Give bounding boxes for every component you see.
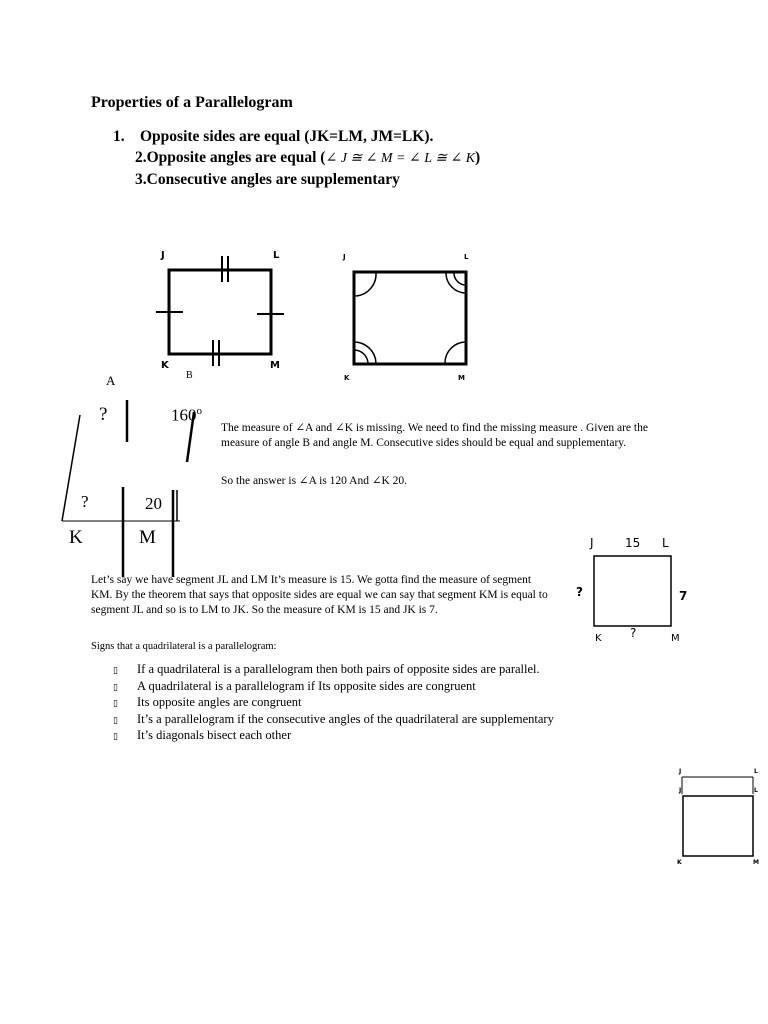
figure1-label-m: M (270, 360, 280, 371)
property-1 (113, 128, 433, 146)
bullet-icon: ▯ (113, 682, 118, 693)
example1-label-a: A (106, 373, 116, 388)
figure4-label-l: L (754, 787, 758, 794)
example1-degree-value: 160$^o$ (171, 405, 202, 425)
figure2-label-k: K (344, 374, 350, 382)
example1-value: 20 (145, 494, 162, 513)
figure1-label-j: J (161, 250, 165, 261)
example2-label-right: 7 (679, 589, 688, 603)
figure2-square (354, 272, 466, 364)
property-2-expression: ∠ J ≅ ∠ M = ∠ L ≅ ∠ K (325, 151, 476, 166)
example1-answer: So the answer is ∠A is 120 And ∠K 20. (221, 475, 408, 487)
example2-label-j: J (590, 536, 594, 550)
example1-figure (62, 400, 194, 577)
bullet-icon: ▯ (113, 715, 118, 726)
figure4-label-l-top: L (754, 768, 758, 775)
figure2-label-m: M (458, 374, 465, 382)
figure4-rectangles (682, 777, 753, 856)
figure4-label-k: K (677, 859, 682, 866)
example1-label-k: K (69, 527, 83, 548)
figure1-label-l: L (273, 250, 280, 261)
example2-square (594, 556, 671, 626)
property-2-close: ) (475, 149, 481, 166)
property-2-text: 2.Opposite angles are equal ( (135, 149, 326, 166)
example1-label-b: B (186, 370, 193, 380)
signs-title: Signs that a quadrilateral is a parallelogram: (91, 641, 277, 652)
figure4-label-j: J (679, 787, 682, 794)
example2-label-bottom: ? (630, 626, 637, 640)
example1-explanation: The measure of ∠A and ∠K is missing. We need to find the missing measure . Given are the measure of angle B and angle M. Consecutive sides should be equal and supplementary. (221, 422, 648, 449)
signs-list (113, 661, 554, 744)
list-item: ▯ A quadrilateral is a parallelogram if Its opposite sides are congruent (113, 678, 554, 695)
list-item: ▯ Its opposite angles are congruent (113, 694, 554, 711)
figure1-label-k: K (161, 360, 169, 371)
bullet-icon: ▯ (113, 699, 118, 709)
figure4-label-m: M (753, 859, 759, 866)
figure1-rectangle (156, 256, 284, 366)
figure4-label-j-top: J (679, 768, 682, 775)
example2-label-m: M (671, 633, 680, 644)
bullet-icon: ▯ (113, 666, 118, 676)
list-item: ▯ It’s a parallelogram if the consecutive angles of the quadrilateral are supplementary (113, 711, 554, 728)
example2-label-l: L (662, 536, 669, 550)
list-item: ▯ It’s diagonals bisect each other (113, 727, 554, 744)
example1-question-bottom: ? (81, 492, 89, 511)
example2-label-top: 15 (625, 536, 641, 550)
property-2 (135, 149, 480, 167)
property-1-text: Opposite sides are equal (JK=LM, JM=LK). (140, 128, 434, 145)
bullet-icon: ▯ (113, 732, 118, 742)
property-1-number: 1. (113, 128, 125, 145)
example1-question-top: ? (99, 404, 108, 425)
property-3: 3.Consecutive angles are supplementary (135, 171, 400, 188)
page-title: Properties of a Parallelogram (91, 94, 293, 111)
list-item: ▯ If a quadrilateral is a parallelogram then both pairs of opposite sides are parallel. (113, 661, 554, 678)
example1-label-m: M (139, 527, 156, 548)
figure2-label-j: J (343, 253, 346, 261)
example2-text: Let’s say we have segment JL and LM It’s measure is 15. We gotta find the measure of segment KM. By the theorem that says that opposite sides are equal we can say that segment KM is equal to segment JL and so is to LM to JK. So the measure of KM is 15 and JK is 7. (91, 574, 548, 616)
example2-label-k: K (595, 633, 602, 644)
figure2-label-l: L (464, 253, 469, 261)
example2-label-left: ? (576, 585, 583, 599)
